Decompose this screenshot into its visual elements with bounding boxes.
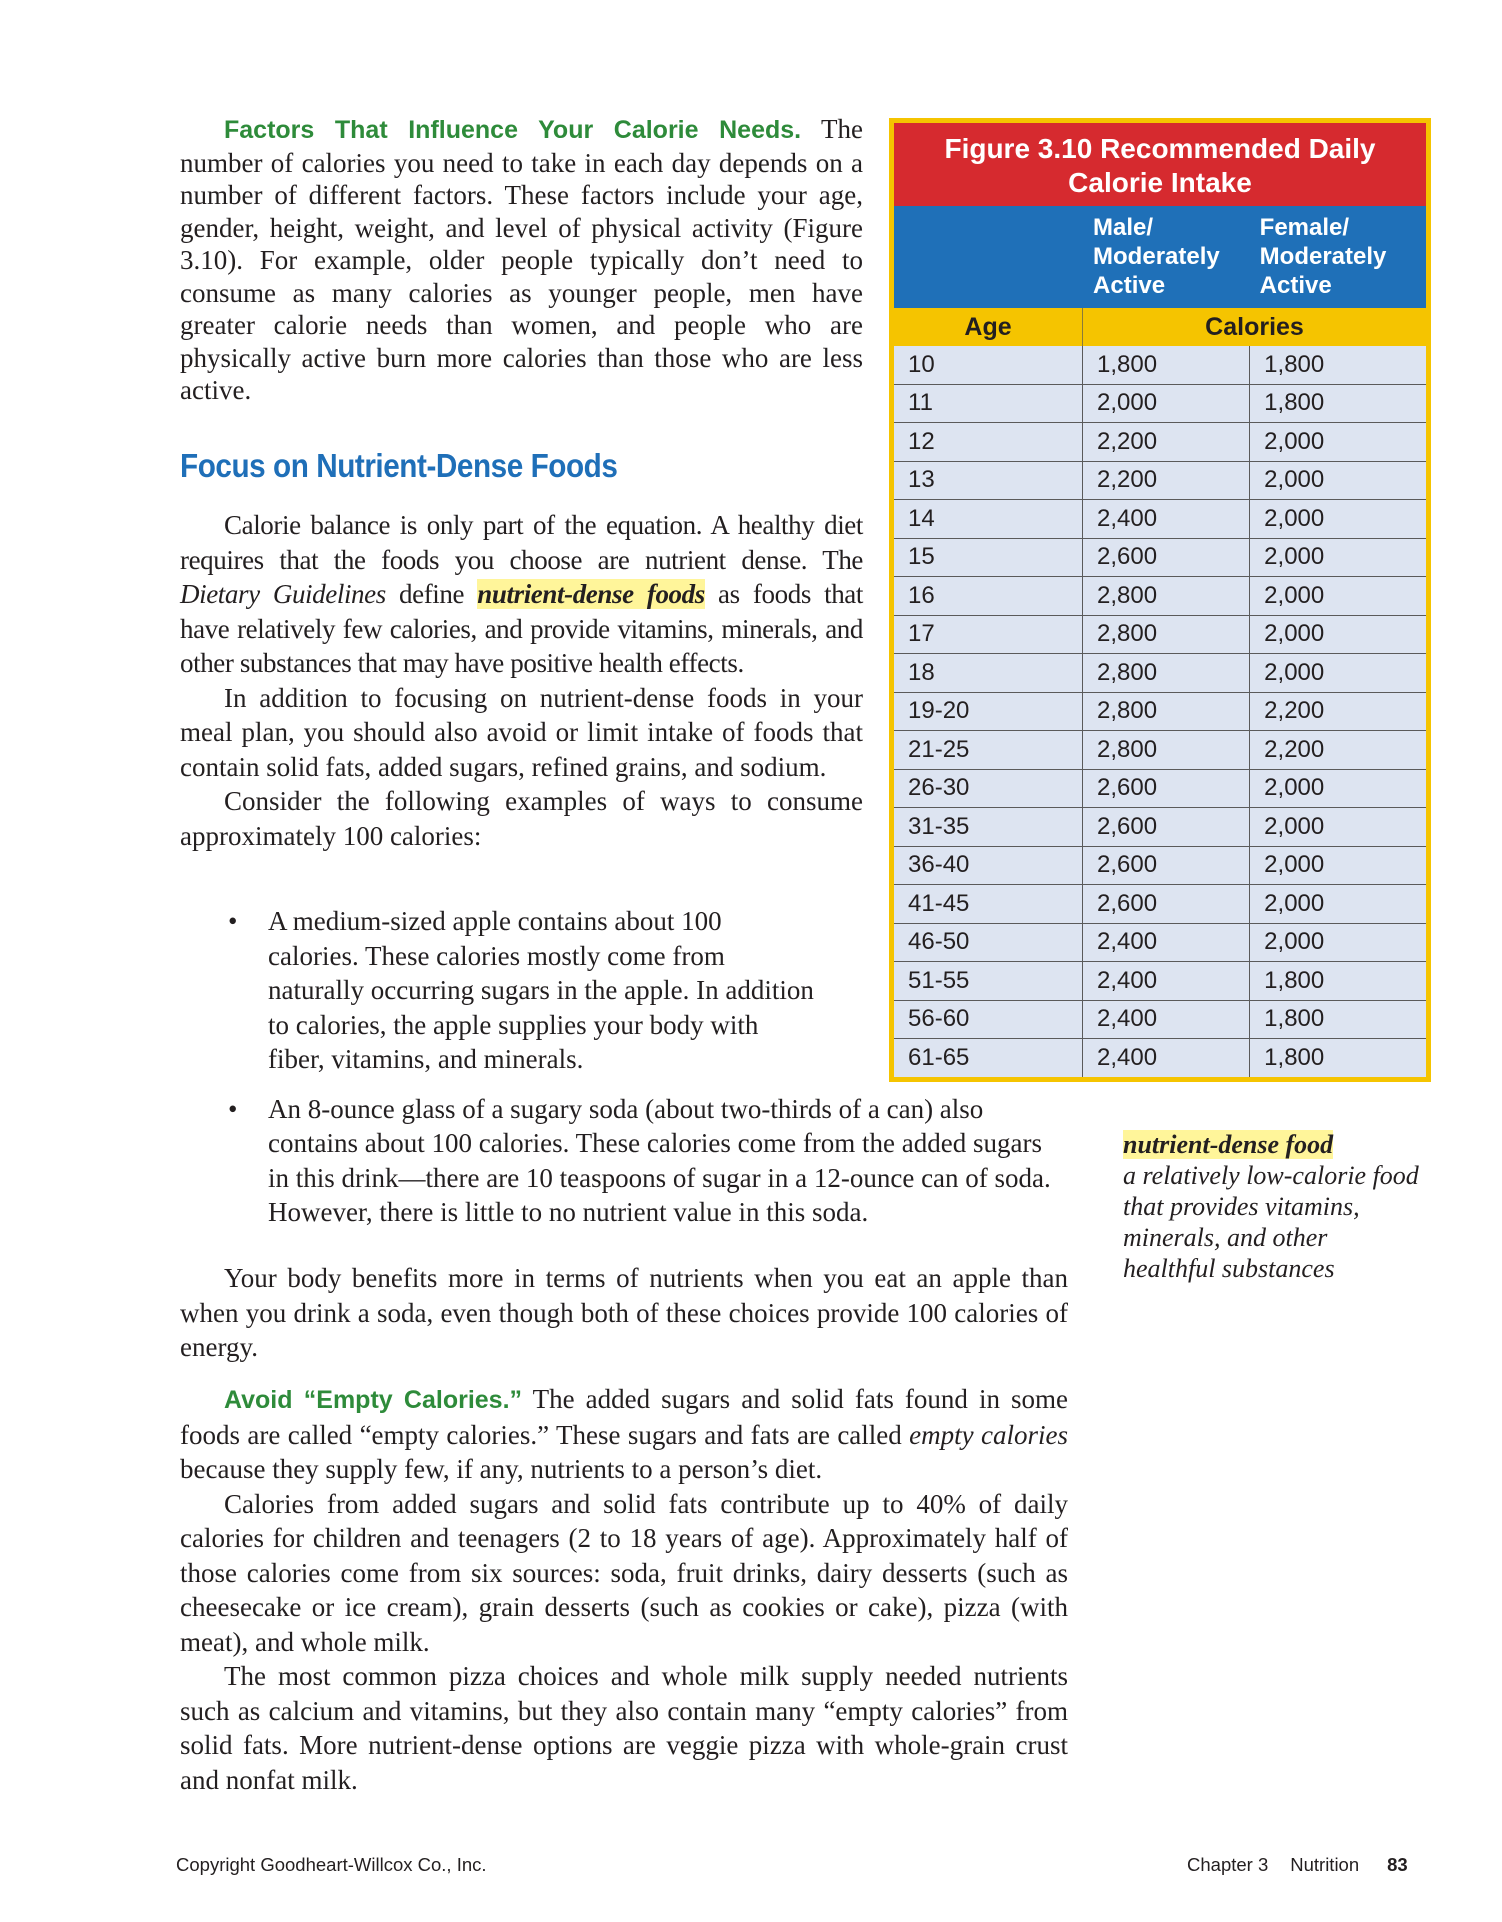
female-cell: 1,800 (1250, 384, 1426, 423)
age-cell: 61-65 (894, 1039, 1083, 1077)
age-cell: 21-25 (894, 731, 1083, 770)
bullet-item-2 (180, 1092, 1068, 1230)
age-cell: 10 (894, 346, 1083, 384)
table-row (894, 538, 1426, 577)
male-cell: 2,600 (1083, 885, 1250, 924)
age-cell: 46-50 (894, 923, 1083, 962)
male-cell: 2,600 (1083, 846, 1250, 885)
p1-text-a: Calorie balance is only part of the equation. A healthy diet requires that the foods you choose are nutrient dense. The (180, 510, 863, 575)
table-row (894, 962, 1426, 1001)
section-paragraph-2: In addition to focusing on nutrient-dense foods in your meal plan, you should also avoid or limit intake of foods that contain solid fats, added sugars, refined grains, and sodium. (180, 682, 863, 782)
male-cell: 2,400 (1083, 500, 1250, 539)
age-cell: 16 (894, 577, 1083, 616)
table-row (894, 346, 1426, 384)
header-male: Male/ Moderately Active (1083, 206, 1250, 308)
male-cell: 2,800 (1083, 654, 1250, 693)
age-cell: 14 (894, 500, 1083, 539)
male-cell: 2,600 (1083, 769, 1250, 808)
calorie-table (894, 206, 1426, 1077)
age-cell: 31-35 (894, 808, 1083, 847)
section-paragraph-4: Your body benefits more in terms of nutrients when you eat an apple than when you drink a soda, even though both of these choices provide 100 calories of energy. (180, 1263, 1068, 1362)
footer-chapter: Chapter 3 (1187, 1854, 1269, 1875)
female-cell: 1,800 (1250, 962, 1426, 1001)
female-cell: 1,800 (1250, 346, 1426, 384)
female-cell: 2,000 (1250, 808, 1426, 847)
female-cell: 2,000 (1250, 615, 1426, 654)
table-row (894, 423, 1426, 462)
calorie-figure (889, 118, 1431, 1082)
empty-p1-italic: empty calories (909, 1419, 1069, 1450)
table-header-yellow (894, 308, 1426, 346)
male-cell: 2,600 (1083, 808, 1250, 847)
male-cell: 2,400 (1083, 1039, 1250, 1077)
male-cell: 2,400 (1083, 1000, 1250, 1039)
age-cell: 12 (894, 423, 1083, 462)
female-cell: 2,000 (1250, 885, 1426, 924)
age-cell: 13 (894, 461, 1083, 500)
female-cell: 2,000 (1250, 923, 1426, 962)
table-row (894, 923, 1426, 962)
table-row (894, 654, 1426, 693)
male-cell: 2,400 (1083, 962, 1250, 1001)
age-cell: 15 (894, 538, 1083, 577)
female-cell: 2,000 (1250, 654, 1426, 693)
header-calories: Calories (1083, 308, 1426, 346)
male-cell: 1,800 (1083, 346, 1250, 384)
female-cell: 2,200 (1250, 692, 1426, 731)
p1-text-b: define (385, 579, 478, 609)
table-row (894, 731, 1426, 770)
intro-runin-heading: Factors That Influence Your Calorie Needs. (224, 116, 802, 144)
age-cell: 11 (894, 384, 1083, 423)
footer-page-number: 83 (1387, 1854, 1408, 1875)
footer-section: Nutrition (1290, 1854, 1360, 1875)
female-cell: 2,000 (1250, 769, 1426, 808)
age-cell: 17 (894, 615, 1083, 654)
margin-definition (1123, 1129, 1423, 1284)
male-cell: 2,800 (1083, 692, 1250, 731)
table-row (894, 1039, 1426, 1077)
female-cell: 2,000 (1250, 461, 1426, 500)
male-cell: 2,200 (1083, 423, 1250, 462)
male-cell: 2,000 (1083, 384, 1250, 423)
intro-column (180, 113, 863, 407)
table-row (894, 500, 1426, 539)
definition-term: nutrient-dense food (1123, 1130, 1334, 1159)
age-cell: 56-60 (894, 1000, 1083, 1039)
empty-p1-text-a: The added sugars and solid fats found in some foods are called “empty calories.” These sugars and fats are called (180, 1384, 1068, 1450)
intro-paragraph (180, 113, 863, 407)
section-column (180, 508, 863, 853)
age-cell: 51-55 (894, 962, 1083, 1001)
p1-text-c: as foods that have relatively few calories, and provide vitamins, minerals, and other substances that may have positive health effects. (180, 579, 863, 678)
bullet-dot: • (228, 906, 238, 936)
section-paragraph-3: Consider the following examples of ways to consume approximately 100 calories: (180, 786, 863, 851)
female-cell: 2,000 (1250, 500, 1426, 539)
bullet-text-2: An 8-ounce glass of a sugary soda (about two-thirds of a can) also contains about 100 calories. These calories come from the added sugars in this drink—there are 10 teaspoons of sugar in a 12-ounce can of soda. However, there is little to no nutrient value in this soda. (268, 1093, 1051, 1227)
age-cell: 18 (894, 654, 1083, 693)
table-row (894, 384, 1426, 423)
wide-column (180, 1261, 1068, 1365)
female-cell: 1,800 (1250, 1039, 1426, 1077)
male-cell: 2,800 (1083, 731, 1250, 770)
male-cell: 2,200 (1083, 461, 1250, 500)
p1-italic-title: Dietary Guidelines (180, 579, 386, 609)
empty-calories-column (180, 1382, 1068, 1797)
age-cell: 41-45 (894, 885, 1083, 924)
table-body (894, 346, 1426, 1077)
figure-title: Figure 3.10 Recommended Daily Calorie Intake (894, 123, 1426, 206)
male-cell: 2,400 (1083, 923, 1250, 962)
table-row (894, 769, 1426, 808)
footer-page-info (1187, 1854, 1408, 1876)
table-row (894, 615, 1426, 654)
male-cell: 2,800 (1083, 615, 1250, 654)
empty-paragraph-1 (180, 1382, 1068, 1487)
empty-paragraph-3: The most common pizza choices and whole milk supply needed nutrients such as calcium and vitamins, but they also contain many “empty calories” from solid fats. More nutrient-dense options are veggie pizza with whole-grain crust and nonfat milk. (180, 1661, 1068, 1795)
empty-p1-text-b: because they supply few, if any, nutrients to a person’s diet. (180, 1454, 823, 1484)
female-cell: 2,000 (1250, 423, 1426, 462)
section-paragraph-1 (180, 508, 863, 681)
female-cell: 1,800 (1250, 1000, 1426, 1039)
definition-text: a relatively low-calorie food that provides vitamins, minerals, and other healthful substances (1123, 1161, 1419, 1283)
header-blank-cell (894, 206, 1083, 308)
bullet-item-1 (180, 904, 816, 1077)
intro-text: The number of calories you need to take in each day depends on a number of different factors. These factors include your age, gender, height, weight, and level of physical activity (Figure 3.10). For example, older people typically don’t need to consume as many calories as younger people, men have greater calorie needs than women, and people who are physically active burn more calories than those who are less active. (180, 114, 863, 405)
bullet-dot: • (228, 1093, 238, 1124)
age-cell: 19-20 (894, 692, 1083, 731)
table-row (894, 692, 1426, 731)
header-female: Female/ Moderately Active (1250, 206, 1426, 308)
age-cell: 36-40 (894, 846, 1083, 885)
footer-copyright: Copyright Goodheart-Willcox Co., Inc. (176, 1854, 487, 1875)
age-cell: 26-30 (894, 769, 1083, 808)
female-cell: 2,000 (1250, 538, 1426, 577)
table-row (894, 577, 1426, 616)
female-cell: 2,000 (1250, 577, 1426, 616)
header-age: Age (894, 308, 1083, 346)
female-cell: 2,200 (1250, 731, 1426, 770)
key-term-highlight: nutrient-dense foods (477, 579, 705, 609)
table-row (894, 1000, 1426, 1039)
table-row (894, 885, 1426, 924)
table-row (894, 846, 1426, 885)
female-cell: 2,000 (1250, 846, 1426, 885)
empty-paragraph-2: Calories from added sugars and solid fats contribute up to 40% of daily calories for children and teenagers (2 to 18 years of age). Approximately half of those calories come from six sources: soda, fruit drinks, dairy desserts (such as cheesecake or ice cream), grain desserts (such as cookies or cake), pizza (with meat), and whole milk. (180, 1488, 1068, 1657)
male-cell: 2,600 (1083, 538, 1250, 577)
section-heading: Focus on Nutrient-Dense Foods (180, 447, 618, 484)
bullet-text-1: A medium-sized apple contains about 100 calories. These calories mostly come from naturally occurring sugars in the apple. In addition to calories, the apple supplies your body with fiber, vitamins, and minerals. (268, 906, 814, 1074)
table-row (894, 461, 1426, 500)
table-row (894, 808, 1426, 847)
male-cell: 2,800 (1083, 577, 1250, 616)
table-header-blue (894, 206, 1426, 308)
empty-runin-heading: Avoid “Empty Calories.” (224, 1386, 523, 1414)
